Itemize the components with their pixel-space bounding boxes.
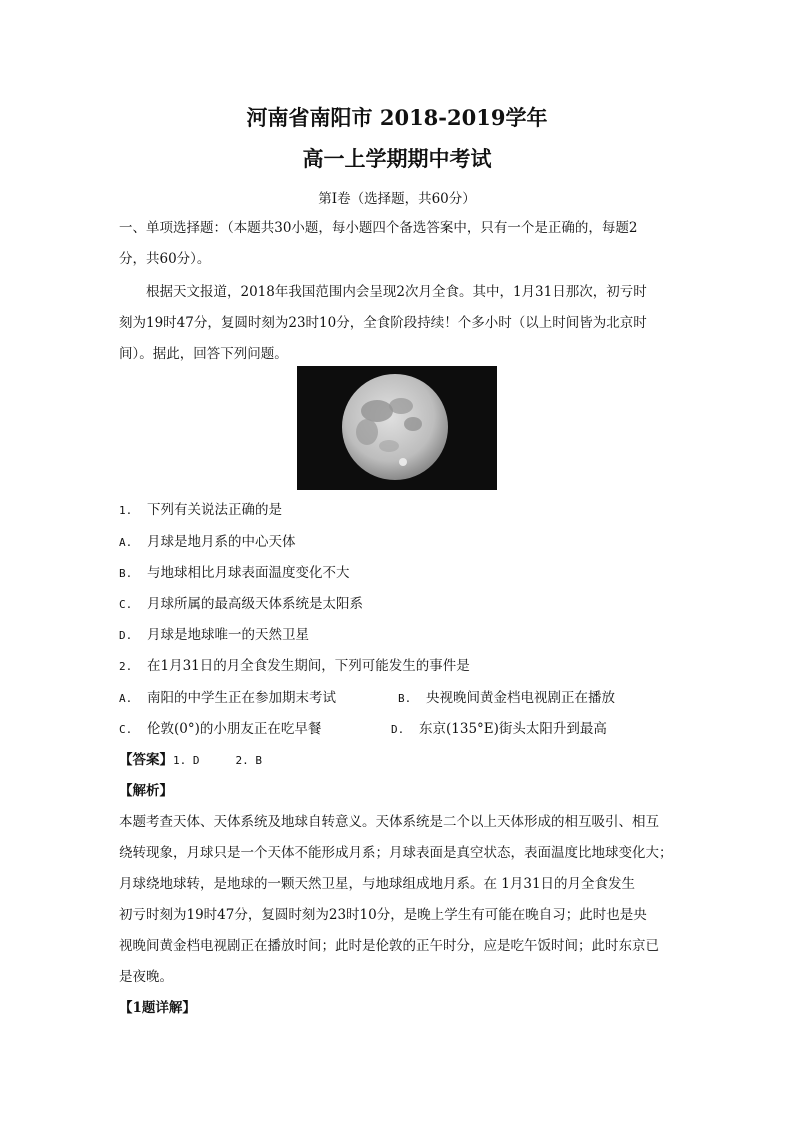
detail-1-label: 【1题详解】 bbox=[119, 1000, 196, 1016]
answer-label: 【答案】 bbox=[119, 752, 173, 768]
q1-option-d-text: 月球是地球唯一的天然卫星 bbox=[147, 627, 309, 643]
answer-line bbox=[119, 748, 262, 768]
subtitle: 第I卷（选择题，共60分） bbox=[318, 191, 476, 207]
passage-line-2: 刻为19时47分，复圆时刻为23时10分，全食阶段持续！个多小时（以上时间皆为北京时 bbox=[119, 315, 647, 331]
full-moon-image bbox=[297, 366, 497, 490]
section-heading-line-1: 一、单项选择题：（本题共30小题，每小题四个备选答案中，只有一个是正确的，每题2 bbox=[119, 220, 638, 236]
q2-option-b-text: 央视晚间黄金档电视剧正在播放 bbox=[426, 690, 615, 706]
q2-option-a-text: 南阳的中学生正在参加期末考试 bbox=[147, 690, 336, 706]
analysis-line-3: 月球绕地球转，是地球的一颗天然卫星，与地球组成地月系。在 1月31日的月全食发生 bbox=[119, 876, 636, 892]
question-2 bbox=[119, 654, 470, 674]
q2-option-c bbox=[119, 717, 321, 737]
q2-option-a bbox=[119, 686, 336, 706]
q2-option-d-text: 东京(135°E)街头太阳升到最高 bbox=[419, 721, 607, 737]
title-line-2: 高一上学期期中考试 bbox=[302, 146, 492, 171]
q2-option-d-label: D. bbox=[391, 723, 405, 736]
analysis-line-2: 绕转现象，月球只是一个天体不能形成月系；月球表面是真空状态，表面温度比地球变化大； bbox=[119, 845, 673, 861]
answer-2: 2. B bbox=[235, 754, 262, 767]
question-1 bbox=[119, 498, 282, 518]
moon-mare-4 bbox=[404, 417, 422, 431]
question-2-stem: 在1月31日的月全食发生期间，下列可能发生的事件是 bbox=[147, 658, 470, 674]
q2-option-b bbox=[398, 686, 615, 706]
question-1-stem: 下列有关说法正确的是 bbox=[147, 502, 282, 518]
moon-mare-5 bbox=[379, 440, 399, 452]
q1-option-c-label: C. bbox=[119, 598, 133, 611]
analysis-line-4: 初亏时刻为19时47分，复圆时刻为23时10分，是晚上学生有可能在晚自习；此时也是央 bbox=[119, 907, 647, 923]
analysis-line-6: 是夜晚。 bbox=[119, 969, 173, 985]
question-2-number: 2. bbox=[119, 660, 133, 673]
title-line-1: 河南省南阳市 2018-2019学年 bbox=[246, 105, 548, 130]
passage-line-1: 根据天文报道，2018年我国范围内会呈现2次月全食。其中，1月31日那次，初亏时 bbox=[146, 284, 647, 300]
passage-line-3: 间）。据此，回答下列问题。 bbox=[119, 346, 288, 362]
q1-option-b bbox=[119, 561, 350, 581]
analysis-line-5: 视晚间黄金档电视剧正在播放时间；此时是伦敦的正午时分，应是吃午饭时间；此时东京已 bbox=[119, 938, 659, 954]
q2-option-b-label: B. bbox=[398, 692, 412, 705]
q2-option-a-label: A. bbox=[119, 692, 133, 705]
section-heading-line-2: 分，共60分）。 bbox=[119, 251, 211, 267]
moon-crater bbox=[399, 458, 407, 466]
q2-option-d bbox=[391, 717, 607, 737]
q1-option-b-text: 与地球相比月球表面温度变化不大 bbox=[147, 565, 350, 581]
q1-option-c-text: 月球所属的最高级天体系统是太阳系 bbox=[147, 596, 363, 612]
question-1-number: 1. bbox=[119, 504, 133, 517]
q1-option-d bbox=[119, 623, 309, 643]
analysis-line-1: 本题考查天体、天体系统及地球自转意义。天体系统是二个以上天体形成的相互吸引、相互 bbox=[119, 814, 659, 830]
moon-mare-2 bbox=[389, 398, 413, 414]
q1-option-a-label: A. bbox=[119, 536, 133, 549]
moon-mare-1 bbox=[361, 400, 393, 422]
q2-option-c-label: C. bbox=[119, 723, 133, 736]
q1-option-b-label: B. bbox=[119, 567, 133, 580]
q1-option-c bbox=[119, 592, 363, 612]
q1-option-d-label: D. bbox=[119, 629, 133, 642]
q1-option-a bbox=[119, 530, 296, 550]
moon-illustration bbox=[297, 366, 497, 490]
answer-1: 1. D bbox=[173, 754, 200, 767]
q2-option-c-text: 伦敦(0°)的小朋友正在吃早餐 bbox=[147, 721, 322, 737]
moon-mare-3 bbox=[356, 419, 378, 445]
q1-option-a-text: 月球是地月系的中心天体 bbox=[147, 534, 296, 550]
analysis-label: 【解析】 bbox=[119, 783, 173, 799]
